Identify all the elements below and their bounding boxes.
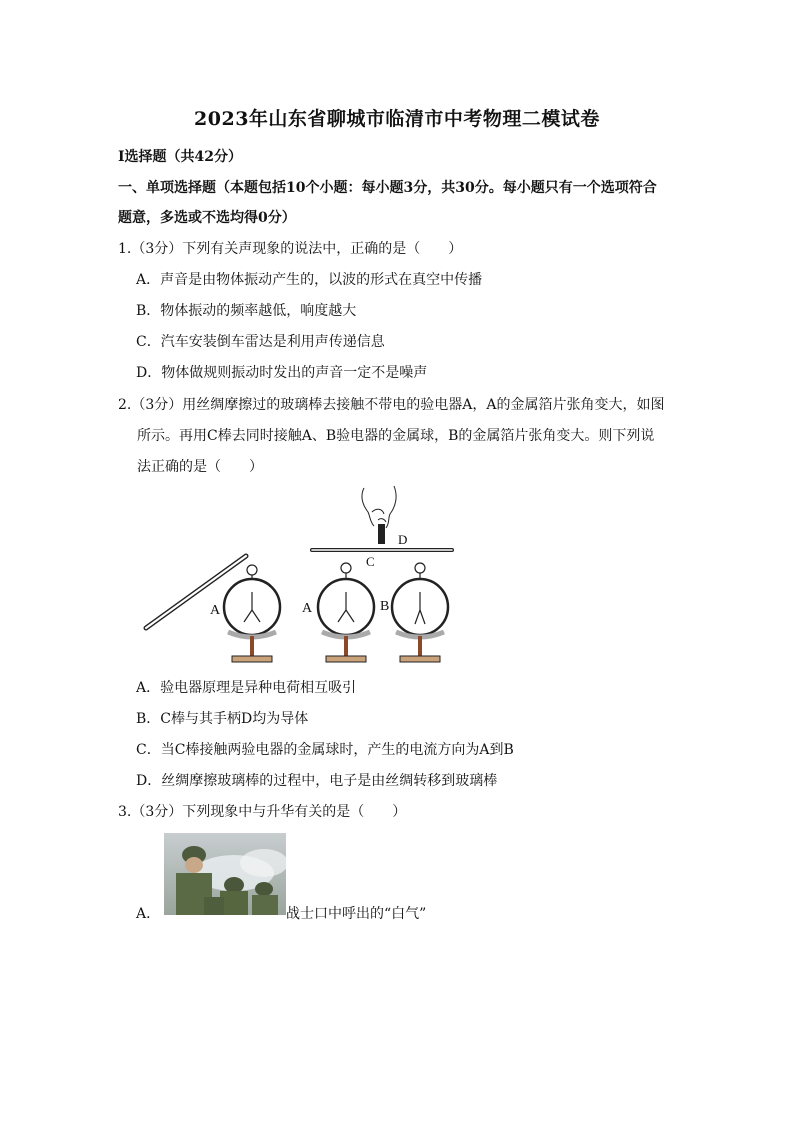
section-heading: Ⅰ选择题（共42分）	[118, 149, 243, 165]
insulating-handle-d	[378, 524, 385, 544]
q2-stem-line1: 2.（3分）用丝绸摩擦过的玻璃棒去接触不带电的验电器A，A的金属箔片张角变大，如图	[118, 397, 665, 413]
hand-icon	[362, 486, 396, 528]
electroscope-figure	[138, 482, 458, 667]
electroscope-a-middle	[318, 563, 374, 662]
part-heading-line2: 题意，多选或不选均得0分）	[118, 210, 296, 226]
q1-option-b: B．物体振动的频率越低，响度越大	[136, 303, 357, 319]
label-b: B	[380, 599, 390, 614]
q2-option-c: C．当C棒接触两验电器的金属球时，产生的电流方向为A到B	[136, 742, 514, 758]
q2-option-a: A．验电器原理是异种电荷相互吸引	[136, 680, 357, 696]
q3-stem: 3.（3分）下列现象中与升华有关的是（ ）	[118, 804, 407, 820]
soldiers-breath-photo	[164, 833, 286, 915]
electroscope-a-left	[224, 565, 280, 662]
q3-option-a-letter: A．	[136, 906, 161, 922]
q3-option-a-text: 战士口中呼出的“白气”	[286, 906, 427, 922]
label-a-left: A	[210, 603, 221, 618]
part-heading-line1: 一、单项选择题（本题包括10个小题：每小题3分，共30分。每小题只有一个选项符合	[118, 180, 657, 196]
exam-title: 2023年山东省聊城市临清市中考物理二模试卷	[194, 108, 600, 130]
label-a-middle: A	[302, 601, 313, 616]
q2-option-b: B．C棒与其手柄D均为导体	[136, 711, 309, 727]
electroscope-b	[392, 563, 448, 662]
q1-stem: 1.（3分）下列有关声现象的说法中，正确的是（ ）	[118, 241, 463, 257]
q1-option-a: A．声音是由物体振动产生的，以波的形式在真空中传播	[136, 272, 483, 288]
q2-stem-line3: 法正确的是（ ）	[137, 459, 263, 475]
label-d: D	[398, 532, 408, 547]
label-c: C	[366, 554, 375, 569]
q1-option-c: C．汽车安装倒车雷达是利用声传递信息	[136, 334, 385, 350]
q2-option-d: D．丝绸摩擦玻璃棒的过程中，电子是由丝绸转移到玻璃棒	[136, 773, 498, 789]
q2-stem-line2: 所示。再用C棒去同时接触A、B验电器的金属球，B的金属箔片张角变大。则下列说	[137, 428, 655, 444]
q1-option-d: D．物体做规则振动时发出的声音一定不是噪声	[136, 365, 428, 381]
